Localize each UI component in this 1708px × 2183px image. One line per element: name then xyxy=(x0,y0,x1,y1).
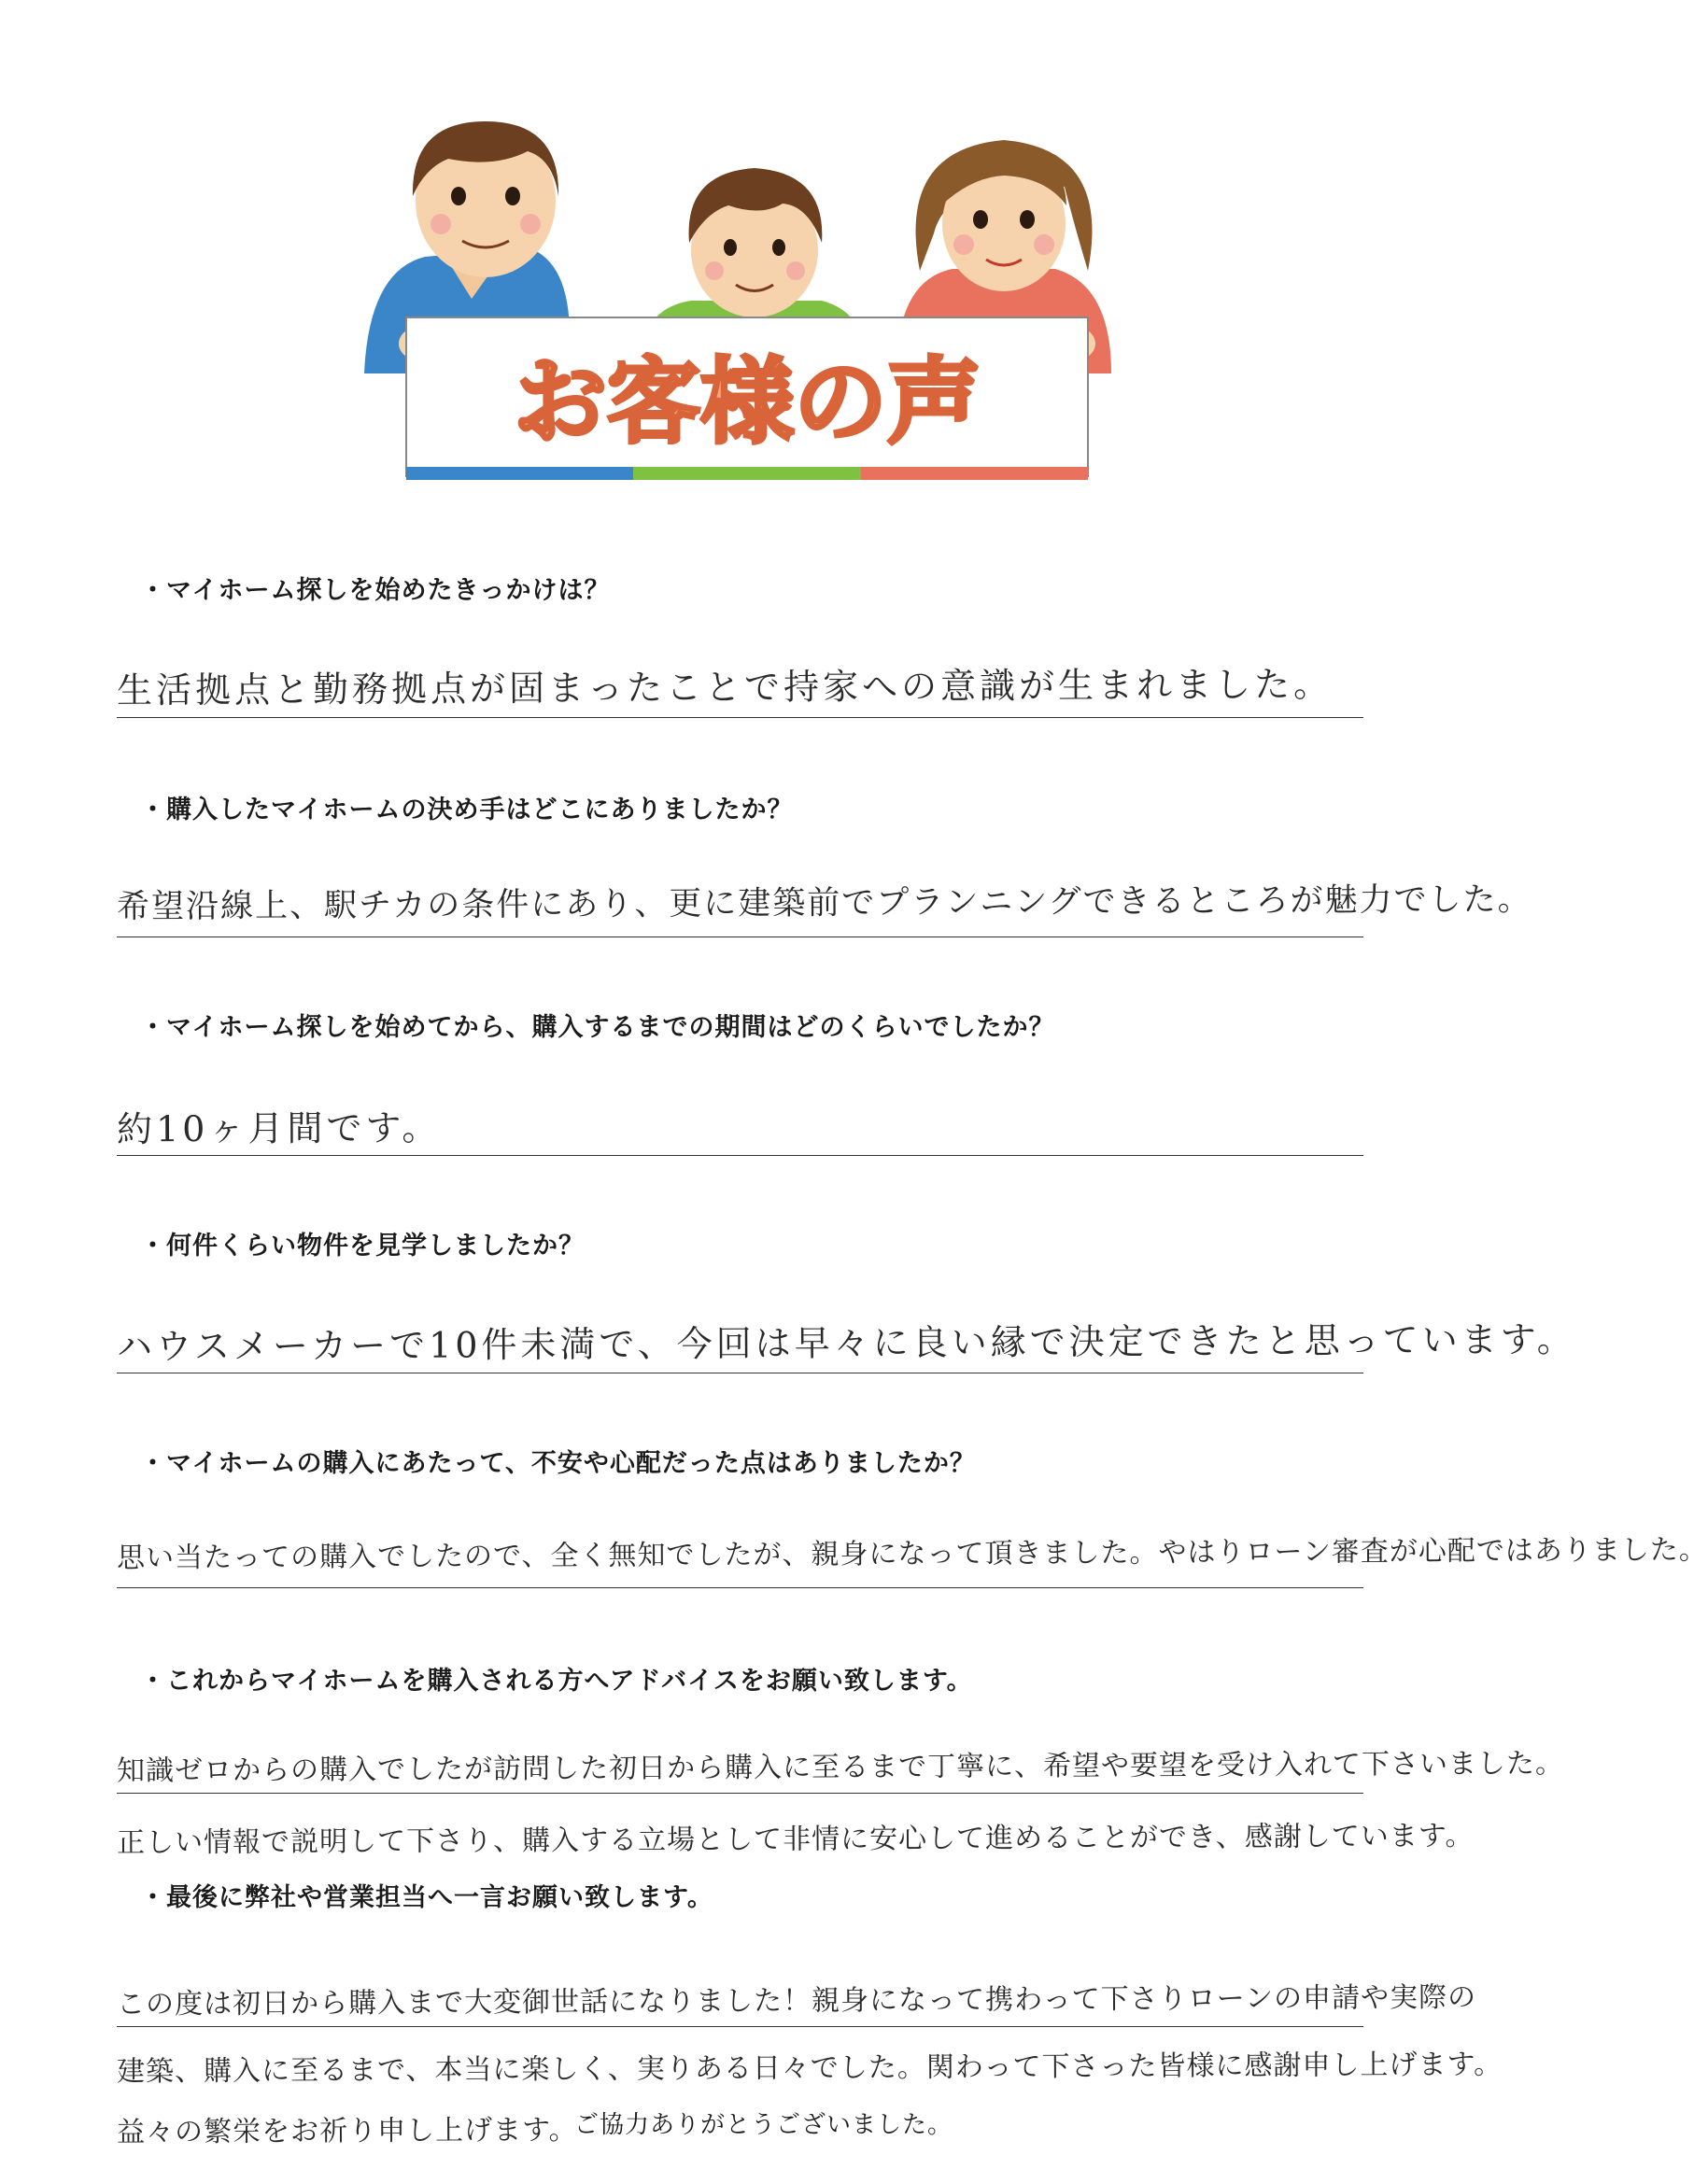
answer-6-line-2: 正しい情報で説明して下さり、購入する立場として非情に安心して進めることができ、感謝しています。 xyxy=(116,1819,1475,1860)
answer-7-line-1: この度は初日から購入まで大変御世話になりました！親身になって携わって下さりローンの申請や実際の xyxy=(116,1980,1477,2021)
answer-underline xyxy=(117,1793,1363,1794)
answer-2-line-1: 希望沿線上、駅チカの条件にあり、更に建築前でプランニングできるところが魅力でした。 xyxy=(116,880,1532,926)
sign-stripe-green xyxy=(633,467,861,480)
header-illustration xyxy=(336,93,1158,486)
family-holding-sign-image xyxy=(336,93,1158,486)
sign-stripe-red xyxy=(861,467,1088,480)
answer-1-line-1: 生活拠点と勤務拠点が固まったことで持家への意識が生まれました。 xyxy=(116,663,1334,711)
question-4: ・何件くらい物件を見学しましたか？ xyxy=(140,1232,585,1261)
answer-7-line-3: 益々の繁栄をお祈り申し上げます。 xyxy=(116,2113,578,2149)
answer-4-line-1: ハウスメーカーで10件未満で、今回は早々に良い縁で決定できたと思っています。 xyxy=(116,1318,1576,1368)
answer-underline xyxy=(117,2026,1363,2027)
answer-underline xyxy=(117,717,1363,718)
question-7: ・最後に弊社や営業担当へ一言お願い致します。 xyxy=(140,1883,713,1912)
closing-message: ご協力ありがとうございました。 xyxy=(574,2111,953,2139)
answer-5-line-1: 思い当たっての購入でしたので、全く無知でしたが、親身になって頂きました。やはりローン審査が心配ではありました。 xyxy=(116,1533,1708,1575)
answer-underline xyxy=(117,1587,1363,1588)
page-title: お客様の声 xyxy=(514,347,981,457)
answer-7-line-2: 建築、購入に至るまで、本当に楽しく、実りある日々でした。関わって下さった皆様に感謝申し上げます。 xyxy=(116,2048,1503,2089)
answer-3-line-1: 約10ヶ月間です。 xyxy=(116,1106,442,1150)
question-1: ・マイホーム探しを始めたきっかけは？ xyxy=(140,576,611,605)
question-2: ・購入したマイホームの決め手はどこにありましたか？ xyxy=(140,796,794,824)
question-6: ・これからマイホームを購入される方へアドバイスをお願い致します。 xyxy=(140,1667,973,1696)
question-3: ・マイホーム探しを始めてから、購入するまでの期間はどのくらいでしたか？ xyxy=(140,1013,1055,1042)
answer-6-line-1: 知識ゼロからの購入でしたが訪問した初日から購入に至るまで丁寧に、希望や要望を受け入れて下さいました。 xyxy=(116,1747,1565,1788)
answer-underline xyxy=(117,1155,1363,1156)
sign-stripe-blue xyxy=(406,467,633,480)
question-5: ・マイホームの購入にあたって、不安や心配だった点はありましたか？ xyxy=(140,1449,976,1478)
